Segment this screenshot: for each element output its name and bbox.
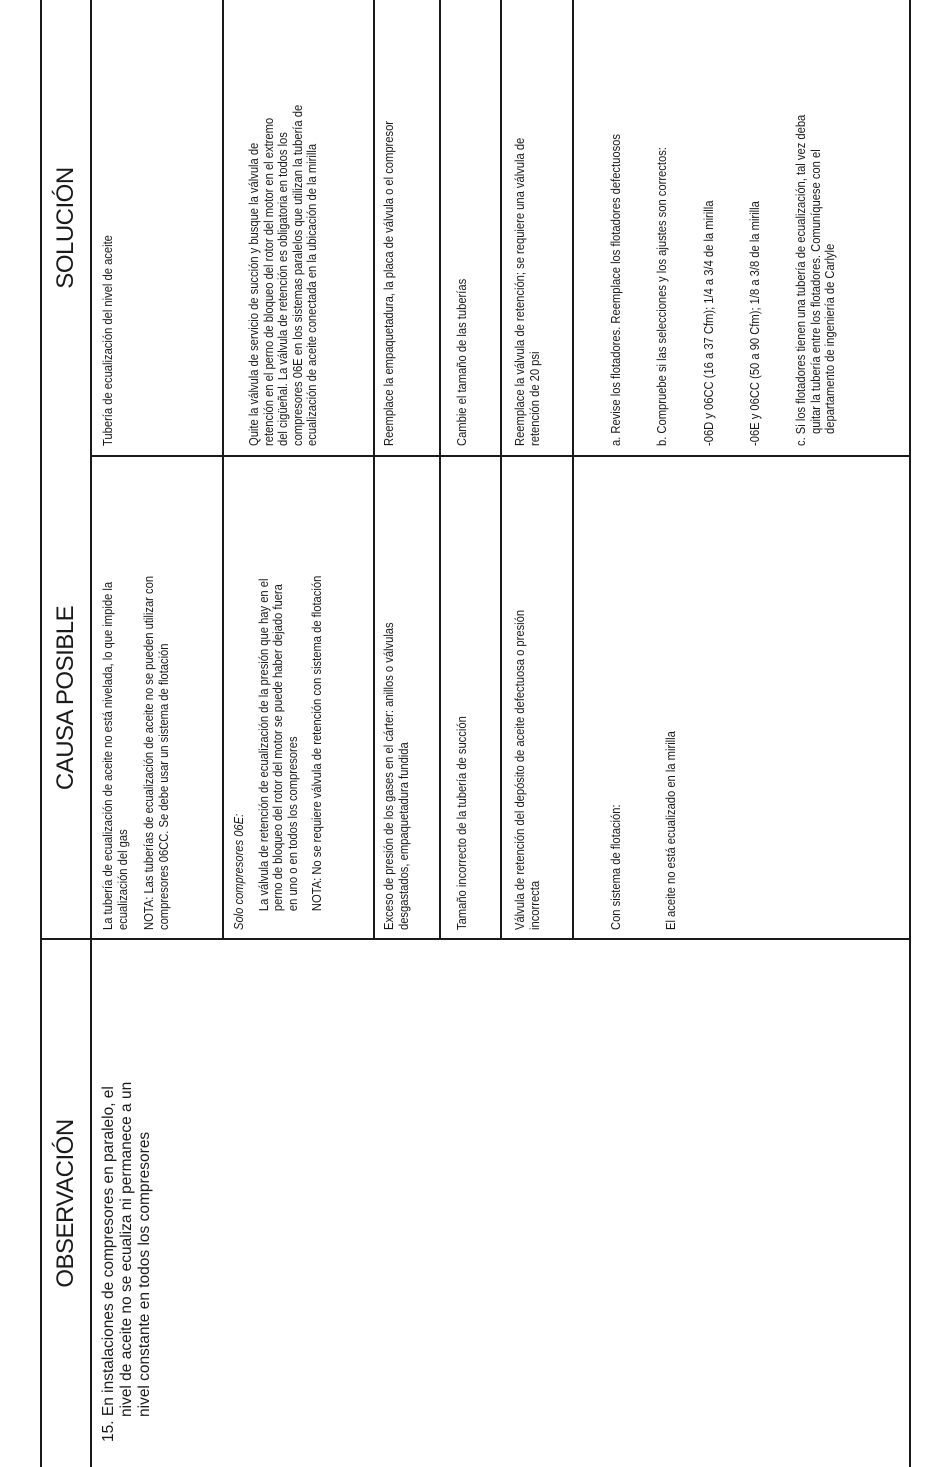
row5-solucion: Reemplace la válvula de retención; se requiere una válvula de retención de 20 psi	[512, 137, 542, 446]
row1-causa: La tubería de ecualización de aceite no está nivelada, lo que impide la ecualización del gas NOTA: Las tuberías de ecualización de aceite no se pueden utilizar con compresores 06CC. Se debe usar un sistema de flotación	[100, 575, 171, 930]
obs-causa-separator	[40, 938, 910, 940]
row5-causa: Válvula de retención del depósito de aceite defectuosa o presión incorrecta	[512, 609, 542, 930]
row6-solucion-b1: -06D y 06CC (16 a 37 Cfm); 1/4 a 3/4 de la mirilla	[701, 200, 716, 446]
header-row-separator	[90, 0, 92, 1467]
row2-causa: Solo compresores 06E: La válvula de retención de ecualización de la presión que hay en el perno de bloqueo del rotor del motor se puede haber dejado fuera en uno o en todos los compresores NOTA: No se requiere válvula de retención con sistema de flotación	[231, 575, 324, 930]
row6-causa-b: El aceite no está ecualizado en la mirilla	[663, 731, 678, 930]
table-top-border	[40, 0, 42, 1467]
header-observacion: OBSERVACIÓN	[52, 1119, 79, 1288]
observation-line-2: nivel de aceite no se ecualiza ni permanece a un	[118, 1081, 135, 1417]
header-solucion: SOLUCIÓN	[52, 167, 79, 289]
row-sep-3	[439, 0, 441, 940]
row-sep-5	[572, 0, 574, 940]
row6-solucion-a: a. Revise los flotadores. Reemplace los flotadores defectuosos	[608, 134, 623, 446]
row6-solucion-b: b. Compruebe si las selecciones y los ajustes son correctos:	[654, 147, 669, 446]
row3-solucion: Reemplace la empaquetadura, la placa de válvula o el compresor	[381, 120, 396, 446]
row4-causa: Tamaño incorrecto de la tubería de succión	[454, 716, 469, 930]
row-sep-4	[500, 0, 502, 940]
row6-causa-a: Con sistema de flotación:	[608, 804, 623, 930]
row-sep-1	[222, 0, 224, 940]
row4-solucion: Cambie el tamaño de las tuberías	[454, 278, 469, 446]
row6-solucion-c: c. Si los flotadores tienen una tubería de ecualización, tal vez deba quitar la tubería entre los flotadores. Comuníquese con el departamento de ingeniería de Carlyle	[793, 114, 837, 446]
header-causa: CAUSA POSIBLE	[52, 605, 79, 791]
row3-causa: Exceso de presión de los gases en el cárter: anillos o válvulas desgastados, empaquetadura fundida	[381, 622, 411, 930]
row6-solucion-b2: -06E y 06CC (50 a 90 Cfm); 1/8 a 3/8 de la mirilla	[747, 201, 762, 446]
observation-line-3: nivel constante en todos los compresores	[136, 1131, 153, 1417]
row-sep-2	[373, 0, 375, 940]
observation-line-1: 15. En instalaciones de compresores en paralelo, el	[100, 1086, 117, 1442]
row1-solucion: Tubería de ecualización del nivel de aceite	[100, 235, 115, 446]
observation-text	[100, 942, 154, 1442]
table-bottom-border	[909, 0, 911, 1467]
row2-solucion: Quite la válvula de servicio de succión y busque la válvula de retención en el perno de bloqueo del rotor del motor en el extremo del cigüeñal. La válvula de retención es obligatoria en todos los compresores 06E en los sistemas paralelos que utilizan la tubería de ecualización de aceite conectada en la ubicación de la mirilla	[246, 104, 319, 446]
